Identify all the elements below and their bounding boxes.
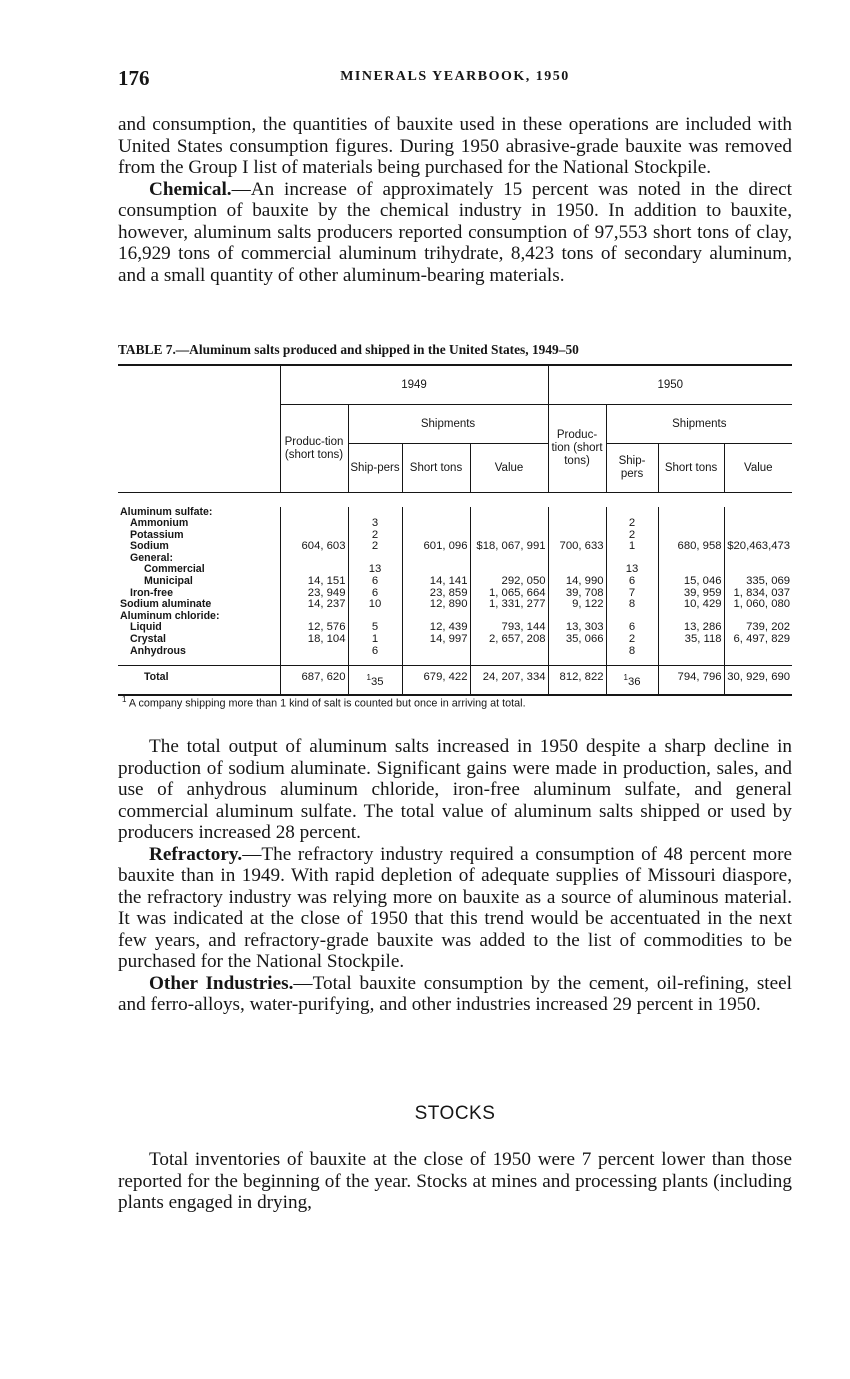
short-tons-1949: 14, 141 [402,576,470,588]
shippers-1950: 8 [606,646,658,658]
shippers-1950: 7 [606,588,658,600]
shipments-header-1949: Shipments [348,405,548,444]
table-footnote [122,695,526,710]
shippers-1949: 2 [348,530,402,542]
table-row [118,518,792,530]
table-row [118,553,792,565]
body-text [118,736,792,1016]
production-1950: 39, 708 [548,588,606,600]
paragraph [118,844,792,973]
short-tons-1949: 14, 997 [402,634,470,646]
production-1949: 14, 237 [280,599,348,611]
shippers-1949: 6 [348,576,402,588]
row-label: Municipal [144,575,193,588]
table-row [118,507,792,519]
row-label: Crystal [130,633,166,646]
row-label: General: [130,551,173,564]
footnote-text: A company shipping more than 1 kind of salt is counted but once in arriving at total. [128,697,526,710]
shippers-1949: 13 [348,564,402,576]
shippers-1950: 6 [606,622,658,634]
value-1950: 335, 069 [724,576,792,588]
page-number: 176 [118,66,150,90]
short-tons-1950: 39, 959 [658,588,724,600]
shippers-header-1950: Ship-pers [606,444,658,493]
shippers-1950: 2 [606,518,658,530]
value-1950: $20,463,473 [724,541,792,553]
production-header-1950: Produc-tion (short tons) [548,405,606,493]
row-label: Anhydrous [130,644,186,657]
short-tons-1950: 680, 958 [658,541,724,553]
production-1949: 604, 603 [280,541,348,553]
footnote-mark: 1 [122,695,127,704]
paragraph-lead: Chemical. [149,178,232,200]
short-tons-1950: 15, 046 [658,576,724,588]
table-row [118,646,792,658]
shippers-1949: 2 [348,541,402,553]
row-label: Aluminum chloride: [120,609,220,622]
running-title: MINERALS YEARBOOK, 1950 [340,69,570,84]
total-short-tons-1950: 794, 796 [658,665,724,695]
table-caption: TABLE 7.—Aluminum salts produced and shipped in the United States, 1949–50 [118,342,579,357]
paragraph-text: The total output of aluminum salts increased in 1950 despite a sharp decline in production of sodium aluminate. Significant gains were made in production, sales, and use of anhydrous aluminum chloride, iron-free aluminum sulfate, and general commercial aluminum sulfate. The total value of aluminum salts shipped or used by producers increased 28 percent. [118,736,792,843]
row-label: Potassium [130,528,184,541]
page-header [118,66,792,90]
shippers-1950: 6 [606,576,658,588]
total-production-1949: 687, 620 [280,665,348,695]
row-label: Sodium [130,540,169,553]
total-value-1950: 30, 929, 690 [724,665,792,695]
row-label: Iron-free [130,586,173,599]
paragraph [118,114,792,179]
production-1950: 35, 066 [548,634,606,646]
aluminum-salts-table [118,364,792,696]
year-1949-header: 1949 [280,365,548,405]
shippers-1949: 1 [348,634,402,646]
table-total-row [118,665,792,695]
shippers-1949: 6 [348,646,402,658]
table-row [118,599,792,611]
footnote-mark: 1 [366,672,371,682]
shippers-1949: 3 [348,518,402,530]
value-1950: 1, 060, 080 [724,599,792,611]
total-label: Total [118,665,280,695]
value-1949: 1, 065, 664 [470,588,548,600]
shippers-1949: 6 [348,588,402,600]
total-value-1949: 24, 207, 334 [470,665,548,695]
paragraph [118,179,792,287]
short-tons-1949: 12, 439 [402,622,470,634]
production-1950: 13, 303 [548,622,606,634]
short-tons-1950: 13, 286 [658,622,724,634]
total-production-1950: 812, 822 [548,665,606,695]
value-1950: 739, 202 [724,622,792,634]
short-tons-1949: 12, 890 [402,599,470,611]
value-1949: 793, 144 [470,622,548,634]
intro-text [118,114,792,286]
shippers-1950: 2 [606,634,658,646]
shippers-1950: 1 [606,541,658,553]
short-tons-1949: 23, 859 [402,588,470,600]
value-1950: 6, 497, 829 [724,634,792,646]
short-tons-1950: 35, 118 [658,634,724,646]
paragraph-text: Total inventories of bauxite at the close of 1950 were 7 percent lower than those reported for the beginning of the year. Stocks at mines and processing plants (including plants engaged in drying, [118,1149,792,1213]
stocks-text [118,1149,792,1214]
paragraph-text: and consumption, the quantities of bauxite used in these operations are included with United States consumption figures. During 1950 abrasive-grade bauxite was removed from the Group I list of materials being purchased for the National Stockpile. [118,114,792,178]
shippers-header-1949: Ship-pers [348,444,402,493]
paragraph-text: —The refractory industry required a consumption of 48 percent more bauxite than in 1949. With rapid depletion of adequate supplies of Missouri diaspore, the refractory industry was relying more on bauxite as a source of aluminous material. It was indicated at the close of 1950 that this trend would be accentuated in the next few years, and refractory-grade bauxite was added to the list of commodities to be purchased for the National Stockpile. [118,843,792,972]
shippers-1950: 13 [606,564,658,576]
paragraph-lead: Other Industries. [149,972,294,994]
table-body [118,493,792,696]
short-tons-1949: 601, 096 [402,541,470,553]
production-1949: 18, 104 [280,634,348,646]
paragraph [118,736,792,844]
production-1949: 12, 576 [280,622,348,634]
row-label: Sodium aluminate [120,598,212,611]
production-1949: 14, 151 [280,576,348,588]
paragraph-text: —Total bauxite consumption by the cement, oil-refining, steel and ferro-alloys, water-purifying, and other industries increased 29 percent in 1950. [118,972,792,1015]
shippers-1949: 10 [348,599,402,611]
row-label: Liquid [130,621,162,634]
production-header-1949: Produc-tion (short tons) [280,405,348,493]
value-1949: 292, 050 [470,576,548,588]
paragraph [118,973,792,1016]
row-label: Aluminum sulfate: [120,505,213,518]
total-shippers-1949: $^1$35 [348,665,402,695]
paragraph-text: —An increase of approximately 15 percent was noted in the direct consumption of bauxite by the chemical industry in 1950. In addition to bauxite, however, aluminum salts producers reported consumption of 97,553 short tons of clay, 16,929 tons of commercial aluminum trihydrate, 8,423 tons of secondary aluminum, and a small quantity of other aluminum-bearing materials. [118,178,792,286]
total-shippers-1950: $^1$36 [606,665,658,695]
production-1950: 9, 122 [548,599,606,611]
value-1949: 1, 331, 277 [470,599,548,611]
shippers-1950: 2 [606,530,658,542]
table-row [118,634,792,646]
shipments-header-1950: Shipments [606,405,792,444]
value-header-1950: Value [724,444,792,493]
table-row [118,541,792,553]
value-header-1949: Value [470,444,548,493]
row-label: Ammonium [130,517,189,530]
short-tons-1950: 10, 429 [658,599,724,611]
paragraph [118,1149,792,1214]
total-short-tons-1949: 679, 422 [402,665,470,695]
value-1949: 2, 657, 208 [470,634,548,646]
row-label: Commercial [144,563,205,576]
year-1950-header: 1950 [548,365,792,405]
value-1949: $18, 067, 991 [470,541,548,553]
footnote-mark: 1 [623,672,628,682]
short-tons-header-1950: Short tons [658,444,724,493]
short-tons-header-1949: Short tons [402,444,470,493]
production-1950: 700, 633 [548,541,606,553]
production-1949: 23, 949 [280,588,348,600]
production-1950: 14, 990 [548,576,606,588]
table-row [118,576,792,588]
value-1950: 1, 834, 037 [724,588,792,600]
shippers-1949: 5 [348,622,402,634]
paragraph-lead: Refractory. [149,843,243,865]
shippers-1950: 8 [606,599,658,611]
section-heading: STOCKS [414,1103,496,1124]
